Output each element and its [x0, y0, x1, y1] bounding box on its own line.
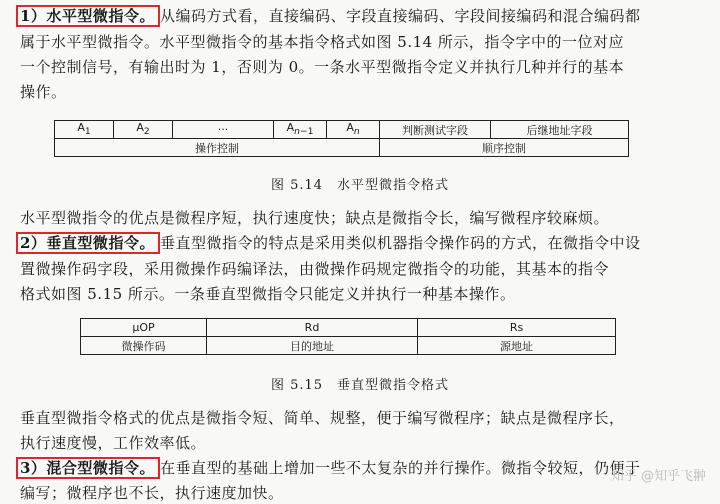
- section1-line3: 一个控制信号，有输出时为 1，否则为 0。一条水平型微指令定义并执行几种并行的基本: [20, 58, 625, 76]
- section2-line2: 置微操作码字段，采用微操作码编译法，由微操作码规定微指令的功能，其基本的指令: [20, 260, 610, 278]
- fig514-cell-next: 后继地址字段: [491, 121, 629, 139]
- fig515-caption: 图 5.15 垂直型微指令格式: [270, 378, 450, 393]
- fig515-row-fields: [81, 319, 616, 337]
- fig515-cell-dest: 目的地址: [207, 337, 418, 355]
- section1-heading: 1）水平型微指令。: [16, 5, 160, 27]
- fig515-cell-rd: Rd: [207, 319, 418, 337]
- fig514-cell-seq-control: 顺序控制: [380, 139, 629, 157]
- fig515-cell-opcode: 微操作码: [81, 337, 207, 355]
- fig514-row-fields: [55, 121, 629, 139]
- fig515-cell-uop: μOP: [81, 319, 207, 337]
- advantage2-line2: 执行速度慢，工作效率低。: [20, 434, 207, 452]
- fig514-cell-dots: ···: [173, 121, 274, 139]
- section1-line2: 属于水平型微指令。水平型微指令的基本指令格式如图 5.14 所示，指令字中的一位对应: [20, 33, 624, 51]
- fig514-table: [54, 120, 629, 157]
- fig514-cell-an1: $A_{n-1}$: [274, 121, 327, 139]
- fig514-caption: 图 5.14 水平型微指令格式: [270, 178, 450, 193]
- fig514-row-groups: [55, 139, 629, 157]
- fig514-cell-an: $A_n$: [327, 121, 380, 139]
- advantage2-line1: 垂直型微指令格式的优点是微指令短、简单、规整，便于编写微程序；缺点是微程序长，: [20, 409, 625, 427]
- fig514-cell-test: 判断测试字段: [380, 121, 491, 139]
- advantage1-paragraph: 水平型微指令的优点是微程序短，执行速度快；缺点是微指令长，编写微程序较麻烦。: [20, 209, 610, 227]
- fig514-cell-op-control: 操作控制: [55, 139, 380, 157]
- section3-heading: 3）混合型微指令。: [16, 457, 160, 479]
- section2-heading: 2）垂直型微指令。: [16, 232, 160, 254]
- fig515-table: [80, 318, 616, 355]
- watermark: 知乎 @知乎飞翀: [610, 469, 706, 484]
- fig514-cell-a2: $A_2$: [114, 121, 173, 139]
- section1-line4: 操作。: [20, 83, 67, 101]
- section3-line1: [20, 458, 700, 478]
- fig515-cell-src: 源地址: [418, 337, 616, 355]
- fig515-row-desc: [81, 337, 616, 355]
- section2-text: 垂直型微指令的特点是采用类似机器指令操作码的方式，在微指令中设: [159, 234, 641, 252]
- section1-line1: [20, 6, 700, 26]
- section2-line3: 格式如图 5.15 所示。一条垂直型微指令只能定义并执行一种基本操作。: [20, 285, 516, 303]
- section1-text: 从编码方式看，直接编码、字段直接编码、字段间接编码和混合编码都: [159, 7, 641, 25]
- section3-text: 在垂直型的基础上增加一些不太复杂的并行操作。微指令较短，仍便于: [159, 459, 641, 477]
- fig515-cell-rs: Rs: [418, 319, 616, 337]
- fig514-cell-a1: $A_1$: [55, 121, 114, 139]
- section3-line2: 编写；微程序也不长，执行速度加快。: [20, 484, 284, 502]
- section2-line1: [20, 233, 700, 253]
